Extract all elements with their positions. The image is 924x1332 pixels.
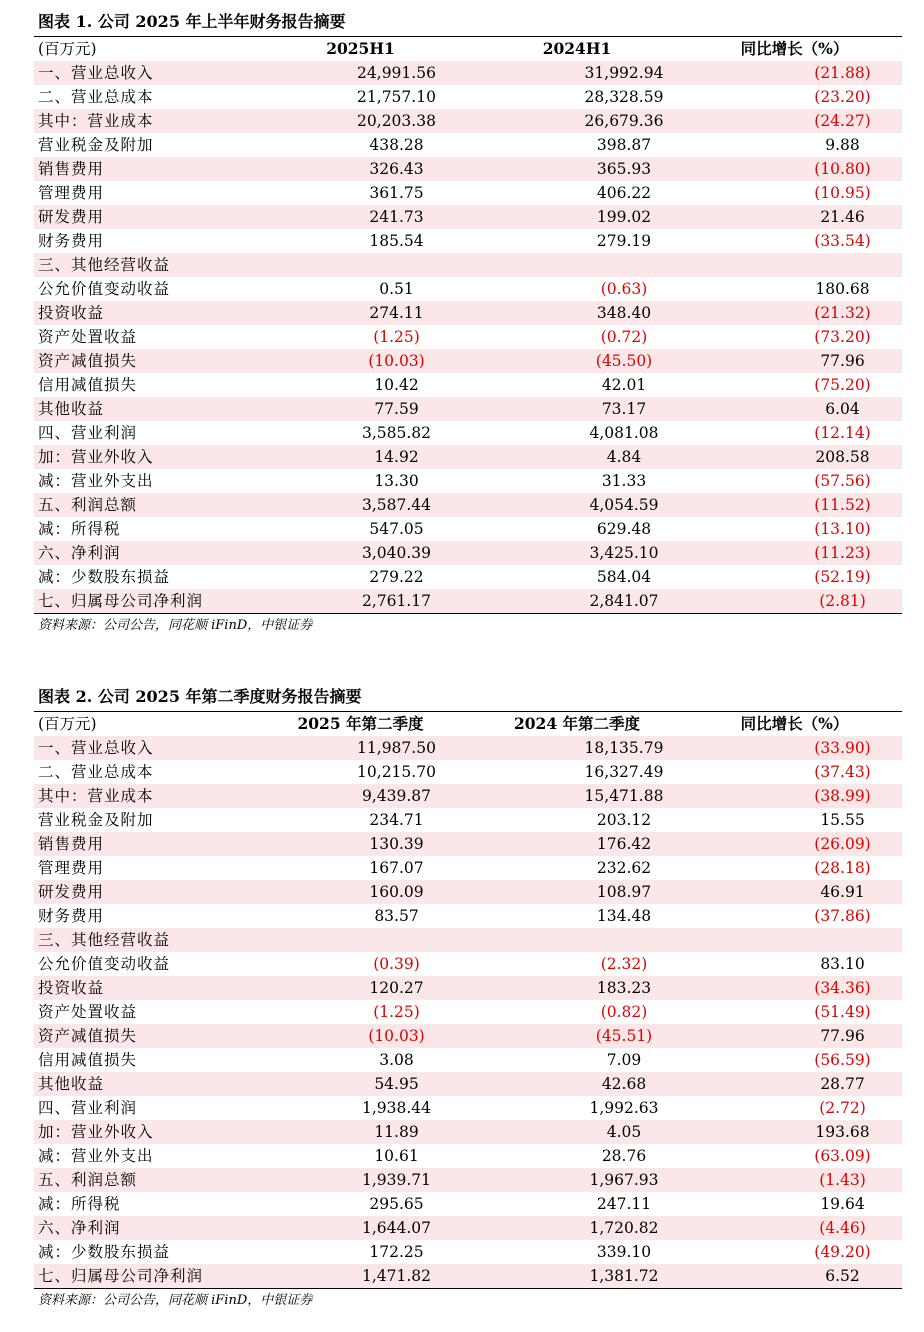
row-value-col1: 3,587.44 [254,493,467,517]
table-row [34,541,902,565]
table-row [34,85,902,109]
table-row [34,1192,902,1216]
row-label: 资产处置收益 [38,328,138,346]
row-label: 七、归属母公司净利润 [34,1264,254,1288]
table2-source-note: 资料来源：公司公告，同花顺 iFinD，中银证券 [34,1288,902,1313]
table-row [34,1168,902,1192]
table-row [34,133,902,157]
table-row [34,808,902,832]
row-value-col2: 398.87 [596,136,652,154]
row-label: 信用减值损失 [38,1051,138,1069]
row-value-col2: (45.51) [467,1024,687,1048]
row-value-col2: 28.76 [601,1147,647,1165]
row-value-col2: 406.22 [596,184,652,202]
row-value-col3: 193.68 [687,1120,902,1144]
row-value-col2: 4.84 [467,445,687,469]
row-value-col2: (0.72) [600,328,648,346]
row-label: 一、营业总收入 [34,736,254,760]
table-row [34,445,902,469]
row-value-col3: (52.19) [814,568,871,586]
row-label: 营业税金及附加 [38,136,154,154]
row-value-col3: 28.77 [687,1072,902,1096]
row-value-col3: (12.14) [814,424,871,442]
table-row [34,1000,902,1024]
table2-header-col1: 2025 年第二季度 [297,714,424,733]
row-value-col3: 9.88 [825,136,860,154]
table-row [34,229,902,253]
row-label: 减：少数股东损益 [38,1243,171,1261]
table-row [34,61,902,85]
row-label: 资产减值损失 [34,349,254,373]
row-value-col1: 295.65 [369,1195,424,1213]
row-label: 减：营业外支出 [38,1147,154,1165]
row-value-col3: (56.59) [814,1051,871,1069]
row-value-col1: 160.09 [254,880,467,904]
table-row [34,181,902,205]
row-value-col3: (37.43) [814,763,871,781]
row-value-col3: (73.20) [814,328,871,346]
row-value-col2: (0.82) [600,1003,648,1021]
row-value-col2: 42.68 [467,1072,687,1096]
row-value-col3: (75.20) [814,376,871,394]
row-value-col2: 42.01 [601,376,647,394]
row-value-col3: (10.80) [687,157,902,181]
row-label: 管理费用 [38,184,105,202]
table1-header-col2: 2024H1 [542,39,612,58]
row-value-col1: 234.71 [369,811,424,829]
row-value-col2: 4,081.08 [589,424,659,442]
table-row [34,421,902,445]
table1-section [34,8,902,638]
row-value-col2 [467,928,687,952]
row-value-col1: 185.54 [369,232,424,250]
table-row [34,253,902,277]
table1-header-unit: (百万元) [38,40,97,58]
table-row [34,928,902,952]
row-value-col1 [254,928,467,952]
row-value-col3: (4.46) [687,1216,902,1240]
table-row [34,349,902,373]
row-value-col3: (63.09) [814,1147,871,1165]
row-value-col3: (28.18) [814,859,871,877]
row-value-col1: 54.95 [254,1072,467,1096]
table2-header-col2: 2024 年第二季度 [513,714,641,733]
row-value-col1: 130.39 [254,832,467,856]
row-label: 财务费用 [38,232,105,250]
row-value-col2: 31,992.94 [467,61,687,85]
table1-title: 图表 1. 公司 2025 年上半年财务报告摘要 [38,12,346,31]
table-row [34,1072,902,1096]
row-value-col3: (23.20) [814,88,871,106]
row-value-col3: (21.32) [687,301,902,325]
row-value-col1: 9,439.87 [254,784,467,808]
table2-title: 图表 2. 公司 2025 年第二季度财务报告摘要 [38,687,362,706]
row-value-col3: (33.54) [814,232,871,250]
table-row [34,1024,902,1048]
row-label: 七、归属母公司净利润 [34,589,254,613]
row-value-col1: 172.25 [369,1243,424,1261]
row-value-col1: 2,761.17 [254,589,467,613]
table-row [34,1216,902,1240]
row-value-col1: 11,987.50 [254,736,467,760]
table2-header-col3: 同比增长（%） [740,714,849,733]
row-value-col3: 208.58 [687,445,902,469]
row-label: 资产处置收益 [38,1003,138,1021]
row-value-col2: 18,135.79 [467,736,687,760]
row-label: 四、营业利润 [38,1099,138,1117]
row-value-col3: (49.20) [814,1243,871,1261]
row-value-col1: 10.42 [374,376,419,394]
table-row [34,880,902,904]
row-value-col2: (0.63) [600,280,648,298]
row-value-col2: 4,054.59 [467,493,687,517]
table-row [34,493,902,517]
table1-source-note: 资料来源：公司公告，同花顺 iFinD，中银证券 [34,613,902,638]
row-value-col1: 83.57 [374,907,419,925]
row-value-col3: 6.52 [687,1264,902,1288]
row-value-col1: 1,939.71 [254,1168,467,1192]
row-value-col3: (57.56) [814,472,871,490]
row-value-col3: (26.09) [687,832,902,856]
table2-body [34,712,902,1288]
row-value-col2: 2,841.07 [467,589,687,613]
row-value-col1: 361.75 [369,184,424,202]
table2 [34,712,902,1288]
table-row [34,565,902,589]
row-value-col1: 241.73 [254,205,467,229]
row-value-col1: (10.03) [254,349,467,373]
row-value-col3: (21.88) [687,61,902,85]
row-value-col2 [467,253,687,277]
row-label: 三、其他经营收益 [34,253,254,277]
table-row [34,109,902,133]
table2-header-row [34,712,902,736]
row-value-col1: 1,471.82 [254,1264,467,1288]
row-label: 投资收益 [34,301,254,325]
row-label: 管理费用 [38,859,105,877]
row-value-col2: 73.17 [467,397,687,421]
row-value-col1: (1.25) [373,328,420,346]
table-row [34,856,902,880]
table-row [34,373,902,397]
row-label: 加：营业外收入 [34,1120,254,1144]
row-value-col2: 3,425.10 [467,541,687,565]
row-value-col1: 77.59 [254,397,467,421]
row-value-col2: 629.48 [596,520,652,538]
table-row [34,1264,902,1288]
row-value-col1: 3.08 [379,1051,414,1069]
table-row [34,1120,902,1144]
row-label: 减：所得税 [38,1195,121,1213]
table-row [34,784,902,808]
row-label: 六、净利润 [34,1216,254,1240]
row-label: 减：营业外支出 [38,472,154,490]
table-row [34,301,902,325]
table-row [34,832,902,856]
table1-body [34,37,902,613]
row-value-col3: (10.95) [814,184,871,202]
row-label: 公允价值变动收益 [38,955,171,973]
row-value-col1: (10.03) [254,1024,467,1048]
row-value-col2: 199.02 [467,205,687,229]
row-value-col2: 108.97 [467,880,687,904]
row-value-col1: 3,040.39 [254,541,467,565]
row-value-col2: (45.50) [467,349,687,373]
row-value-col1: 1,644.07 [254,1216,467,1240]
table2-header-unit: (百万元) [38,715,97,733]
row-value-col3: (51.49) [814,1003,871,1021]
row-value-col3 [687,253,902,277]
row-value-col1 [254,253,467,277]
row-value-col1: 167.07 [369,859,424,877]
row-label: 投资收益 [34,976,254,1000]
row-value-col2: 7.09 [606,1051,642,1069]
table-row [34,469,902,493]
table-row [34,1240,902,1264]
row-value-col2: 348.40 [467,301,687,325]
row-value-col3 [687,928,902,952]
row-label: 四、营业利润 [38,424,138,442]
row-value-col3: 46.91 [687,880,902,904]
row-label: 公允价值变动收益 [38,280,171,298]
row-value-col2: 15,471.88 [467,784,687,808]
row-value-col2: 339.10 [596,1243,652,1261]
row-label: 研发费用 [34,880,254,904]
table1-header-col3: 同比增长（%） [740,39,849,58]
row-label: 减：所得税 [38,520,121,538]
row-label: 其他收益 [34,397,254,421]
row-label: 其中：营业成本 [34,784,254,808]
row-value-col2: 247.11 [596,1195,652,1213]
row-value-col1: 120.27 [254,976,467,1000]
row-value-col2: 584.04 [596,568,652,586]
row-value-col3: (2.81) [687,589,902,613]
row-value-col2: 134.48 [596,907,652,925]
row-label: 五、利润总额 [34,493,254,517]
row-value-col1: (0.39) [373,955,420,973]
row-value-col3: (33.90) [687,736,902,760]
row-value-col1: 0.51 [379,280,414,298]
row-label: 五、利润总额 [34,1168,254,1192]
row-value-col2: 16,327.49 [584,763,664,781]
row-value-col2: 203.12 [596,811,652,829]
row-value-col3: (38.99) [687,784,902,808]
table1-header-row [34,37,902,61]
row-label: 减：少数股东损益 [38,568,171,586]
row-value-col2: 232.62 [596,859,652,877]
row-label: 二、营业总成本 [38,763,154,781]
row-value-col2: 1,720.82 [467,1216,687,1240]
table-row [34,1144,902,1168]
row-value-col2: 1,992.63 [589,1099,659,1117]
row-value-col1: 10.61 [374,1147,419,1165]
row-value-col2: 4.05 [467,1120,687,1144]
row-value-col3: (34.36) [687,976,902,1000]
table2-section [34,683,902,1313]
table-row [34,760,902,784]
row-label: 三、其他经营收益 [34,928,254,952]
table-row [34,325,902,349]
table-row [34,397,902,421]
row-value-col1: 13.30 [374,472,419,490]
row-value-col3: 21.46 [687,205,902,229]
row-value-col3: (1.43) [687,1168,902,1192]
row-value-col3: (13.10) [814,520,871,538]
row-value-col2: 183.23 [467,976,687,1000]
row-value-col3: (24.27) [687,109,902,133]
table-row [34,1048,902,1072]
row-label: 营业税金及附加 [38,811,154,829]
row-value-col2: 279.19 [596,232,652,250]
row-value-col1: 279.22 [369,568,424,586]
row-value-col3: 6.04 [687,397,902,421]
row-label: 销售费用 [34,157,254,181]
row-label: 六、净利润 [34,541,254,565]
row-value-col1: 326.43 [254,157,467,181]
row-label: 一、营业总收入 [34,61,254,85]
row-value-col2: 365.93 [467,157,687,181]
row-value-col1: (1.25) [373,1003,420,1021]
table-row [34,517,902,541]
row-value-col2: 31.33 [601,472,647,490]
row-value-col3: 15.55 [820,811,865,829]
table-row [34,952,902,976]
row-value-col3: (11.52) [687,493,902,517]
row-value-col3: 19.64 [820,1195,865,1213]
row-value-col3: (11.23) [687,541,902,565]
table-row [34,736,902,760]
row-value-col3: (37.86) [814,907,871,925]
row-value-col2: 1,381.72 [467,1264,687,1288]
row-label: 其中：营业成本 [34,109,254,133]
row-value-col3: 180.68 [815,280,870,298]
row-value-col1: 21,757.10 [357,88,436,106]
row-value-col2: 176.42 [467,832,687,856]
row-label: 财务费用 [38,907,105,925]
table-row [34,976,902,1000]
table-row [34,157,902,181]
row-value-col3: 77.96 [687,349,902,373]
row-value-col2: (2.32) [600,955,648,973]
row-value-col3: 83.10 [820,955,865,973]
row-value-col2: 26,679.36 [467,109,687,133]
row-value-col2: 28,328.59 [584,88,664,106]
table-row [34,589,902,613]
table1 [34,37,902,613]
row-label: 其他收益 [34,1072,254,1096]
table-row [34,205,902,229]
row-value-col1: 20,203.38 [254,109,467,133]
row-value-col3: (2.72) [819,1099,866,1117]
row-label: 二、营业总成本 [38,88,154,106]
row-label: 资产减值损失 [34,1024,254,1048]
row-value-col1: 11.89 [254,1120,467,1144]
row-label: 加：营业外收入 [34,445,254,469]
row-value-col1: 1,938.44 [361,1099,432,1117]
row-label: 信用减值损失 [38,376,138,394]
row-value-col2: 1,967.93 [467,1168,687,1192]
row-value-col1: 24,991.56 [254,61,467,85]
row-label: 销售费用 [34,832,254,856]
row-value-col1: 438.28 [369,136,424,154]
row-value-col1: 274.11 [254,301,467,325]
table-row [34,904,902,928]
row-value-col1: 14.92 [254,445,467,469]
table1-header-col1: 2025H1 [326,39,395,58]
row-value-col1: 3,585.82 [361,424,432,442]
row-value-col1: 10,215.70 [357,763,436,781]
table-row [34,1096,902,1120]
row-value-col1: 547.05 [369,520,424,538]
table-row [34,277,902,301]
row-value-col3: 77.96 [687,1024,902,1048]
row-label: 研发费用 [34,205,254,229]
